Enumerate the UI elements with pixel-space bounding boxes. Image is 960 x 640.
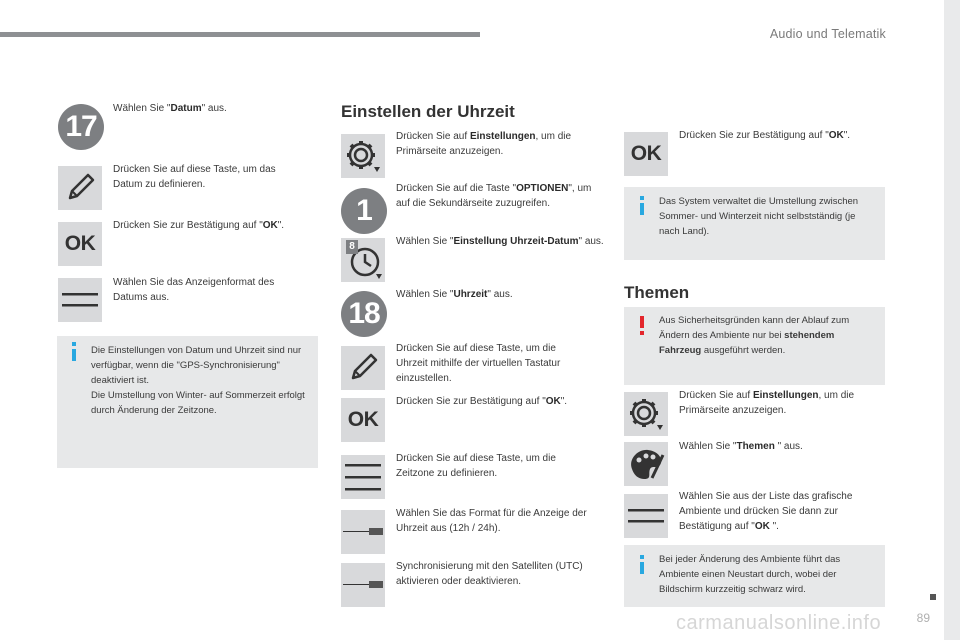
ok-button-icon[interactable] [624, 132, 668, 176]
step-18-badge: 18 [341, 291, 387, 337]
warning-icon-dot [640, 331, 644, 335]
section-heading-time: Einstellen der Uhrzeit [341, 102, 515, 121]
section-title: Audio und Telematik [769, 27, 886, 41]
time-keyboard-text: Drücken Sie auf diese Taste, um die Uhrzeit mithilfe der virtuellen Tastatur einzustellen. [396, 343, 561, 384]
warning-icon [640, 316, 644, 328]
settings-step-text: Drücken Sie auf Einstellungen, um die Primärseite anzuzeigen. [396, 131, 572, 157]
ok-text: Drücken Sie zur Bestätigung auf "OK". [396, 396, 568, 407]
step-8-badge: 8 [346, 240, 358, 254]
gear-icon[interactable] [624, 392, 668, 436]
ok-button-icon[interactable] [58, 222, 102, 266]
ok-label: OK [64, 232, 96, 255]
watermark: carmanualsonline.info [676, 612, 882, 634]
info-datetime-text: Die Einstellungen von Datum und Uhrzeit sind nur verfügbar, wenn die "GPS-Synchronisierung" deaktiviert ist. Die Umstellung von Winter- auf Sommerzeit erfolgt durch Änderung der Zeitzone. [91, 345, 305, 416]
themes-list-text: Wählen Sie aus der Liste das grafische Ambiente und drücken Sie dann zur Bestätigung auf "OK ". [679, 491, 853, 532]
info-icon [72, 349, 76, 361]
info-icon-dot [72, 342, 76, 346]
timezone-text: Drücken Sie auf diese Taste, um die Zeitzone zu definieren. [396, 453, 556, 479]
time-date-setting-text: Wählen Sie "Einstellung Uhrzeit-Datum" aus. [396, 236, 604, 247]
themes-settings-text: Drücken Sie auf Einstellungen, um die Primärseite anzuzeigen. [679, 390, 855, 416]
gear-icon[interactable] [341, 134, 385, 178]
header-rule [0, 32, 480, 37]
ok-text: Drücken Sie zur Bestätigung auf "OK". [113, 220, 285, 231]
info-icon [640, 203, 644, 215]
pencil-text: Drücken Sie auf diese Taste, um das Datum zu definieren. [113, 164, 276, 190]
list-icon[interactable] [341, 455, 385, 499]
format-text: Wählen Sie das Anzeigenformat des Datums aus. [113, 277, 275, 303]
step-1-badge: 1 [341, 188, 387, 234]
ok-label: OK [630, 142, 662, 165]
list-icon[interactable] [624, 494, 668, 538]
options-step-text: Drücken Sie auf die Taste "OPTIONEN", um auf die Sekundärseite zuzugreifen. [396, 183, 592, 209]
page-number: 89 [916, 611, 930, 625]
themes-select-text: Wählen Sie "Themen " aus. [679, 441, 803, 452]
toggle-switch-icon[interactable] [341, 563, 385, 607]
time-select-text: Wählen Sie "Uhrzeit" aus. [396, 289, 513, 300]
palette-icon[interactable] [624, 442, 668, 486]
pencil-icon[interactable] [341, 346, 385, 390]
info-themes-text: Bei jeder Änderung des Ambiente führt das Ambiente einen Neustart durch, wobei der Bildschirm kurzzeitig schwarz wird. [659, 554, 841, 595]
toggle-switch-icon[interactable] [341, 510, 385, 554]
list-icon[interactable] [58, 278, 102, 322]
format-12-24-text: Wählen Sie das Format für die Anzeige der Uhrzeit aus (12h / 24h). [396, 508, 587, 534]
ok-text: Drücken Sie zur Bestätigung auf "OK". [679, 130, 851, 141]
warning-text: Aus Sicherheitsgründen kann der Ablauf zum Ändern des Ambiente nur bei stehendem Fahrzeug ausgeführt werden. [659, 315, 850, 356]
pencil-icon[interactable] [58, 166, 102, 210]
ok-button-icon[interactable] [341, 398, 385, 442]
ok-label: OK [347, 408, 379, 431]
page-marker [930, 594, 936, 600]
info-icon [640, 562, 644, 574]
step-17-text: Wählen Sie "Datum" aus. [113, 103, 227, 114]
info-icon-dot [640, 555, 644, 559]
section-heading-themes: Themen [624, 283, 690, 302]
step-17-badge: 17 [58, 104, 104, 150]
utc-sync-text: Synchronisierung mit den Satelliten (UTC) aktivieren oder deaktivieren. [396, 561, 583, 587]
page-edge-strip [944, 0, 960, 640]
info-icon-dot [640, 196, 644, 200]
info-dst-text: Das System verwaltet die Umstellung zwischen Sommer- und Winterzeit nicht selbstständig (je nach Land). [659, 196, 859, 237]
